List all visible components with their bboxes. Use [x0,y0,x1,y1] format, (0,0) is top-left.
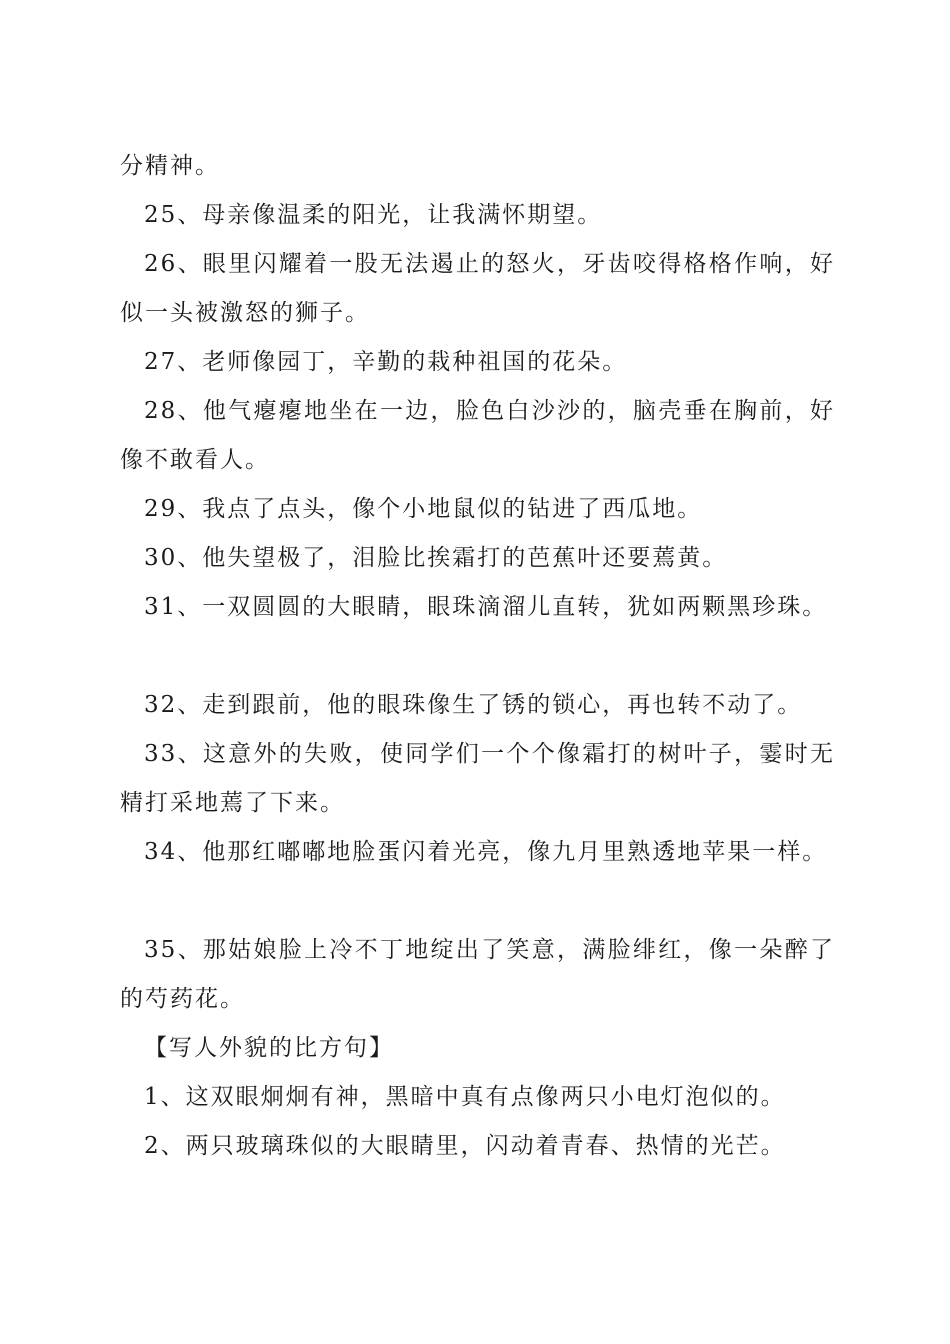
paragraph-item-29: 29、我点了点头，像个小地鼠似的钻进了西瓜地。 [144,496,703,522]
paragraph-continuation: 分精神。 [120,153,220,179]
paragraph-item-27: 27、老师像园丁，辛勤的栽种祖国的花朵。 [144,349,628,375]
paragraph-item-32: 32、走到跟前，他的眼珠像生了锈的锁心，再也转不动了。 [144,692,803,718]
paragraph-item-28: 28、他气瘪瘪地坐在一边，脸色白沙沙的，脑壳垂在胸前，好像不敢看人。 [120,398,835,473]
paragraph-item-34: 34、他那红嘟嘟地脸蛋闪着光亮，像九月里熟透地苹果一样。 [144,839,828,865]
section-heading: 【写人外貌的比方句】 [144,1035,394,1061]
paragraph-appearance-1: 1、这双眼炯炯有神，黑暗中真有点像两只小电灯泡似的。 [144,1084,786,1110]
document-body [120,142,835,1171]
blank-line [120,877,835,926]
paragraph-item-25: 25、母亲像温柔的阳光，让我满怀期望。 [144,202,603,228]
paragraph-item-30: 30、他失望极了，泪脸比挨霜打的芭蕉叶还要蔫黄。 [144,545,728,571]
paragraph-appearance-2: 2、两只玻璃珠似的大眼睛里，闪动着青春、热情的光芒。 [144,1133,786,1159]
paragraph-item-26: 26、眼里闪耀着一股无法遏止的怒火，牙齿咬得格格作响，好似一头被激怒的狮子。 [120,251,835,326]
paragraph-item-33: 33、这意外的失败，使同学们一个个像霜打的树叶子，霎时无精打采地蔫了下来。 [120,741,835,816]
blank-line [120,632,835,681]
paragraph-item-31: 31、一双圆圆的大眼睛，眼珠滴溜儿直转，犹如两颗黑珍珠。 [144,594,828,620]
paragraph-item-35: 35、那姑娘脸上冷不丁地绽出了笑意，满脸绯红，像一朵醉了的芍药花。 [120,937,835,1012]
